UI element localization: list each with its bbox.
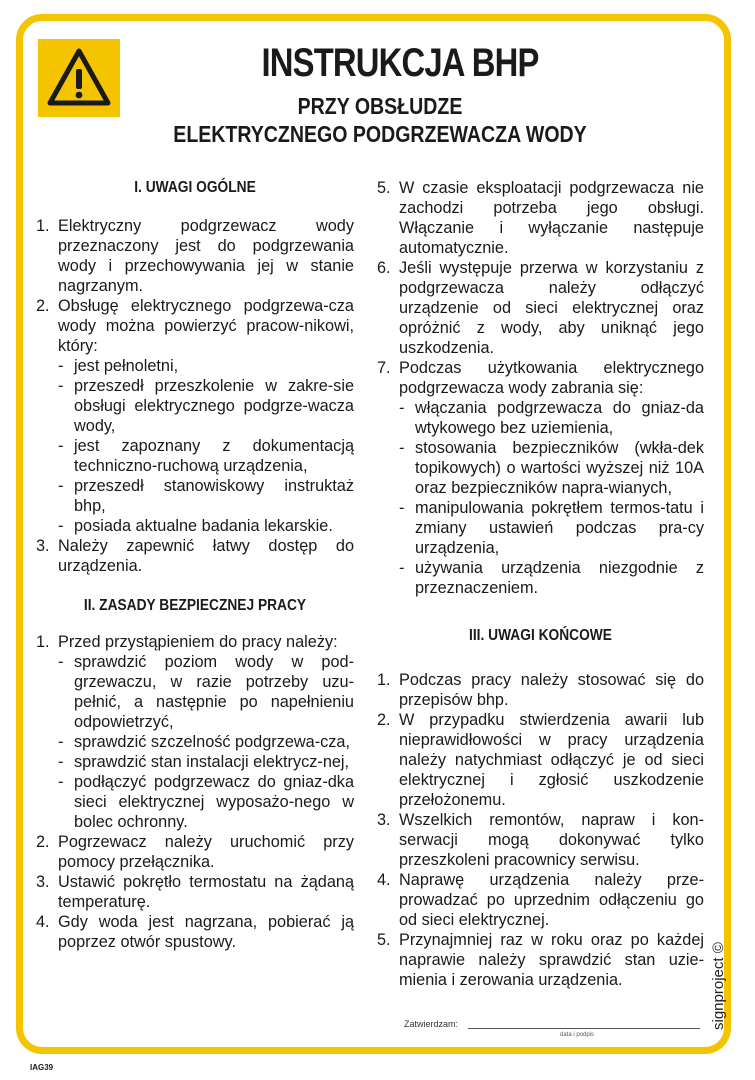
sub-list — [399, 398, 704, 598]
sub-list-item: - posiada aktualne badania lekarskie. — [58, 517, 333, 535]
section1-list — [36, 216, 354, 576]
item-number: 3. — [377, 811, 391, 829]
item-number: 7. — [377, 359, 391, 377]
item-number: 1. — [377, 671, 391, 689]
list-item — [377, 358, 704, 598]
item-text: Pogrzewacz należy uruchomić przy pomocy przełącznika. — [58, 833, 354, 871]
sub-list — [58, 652, 354, 832]
list-item — [377, 810, 704, 870]
item-number: 6. — [377, 259, 391, 277]
signature-line — [468, 1028, 700, 1029]
item-number: 1. — [36, 217, 50, 235]
list-item — [36, 296, 354, 536]
sub-list-item: - używania urządzenia niezgodnie z przeznaczeniem. — [399, 559, 704, 597]
item-text: Jeśli występuje przerwa w korzystaniu z podgrzewacza należy odłączyć urządzenie od sieci elektrycznej oraz opróżnić z wody, aby uniknąć jego uszkodzenia. — [399, 259, 704, 357]
list-item — [36, 632, 354, 832]
warning-icon — [46, 47, 112, 109]
sub-list-item: - przeszedł przeszkolenie w zakre-sie obsługi elektrycznego podgrze-wacza wody, — [58, 377, 354, 435]
item-text: Gdy woda jest nagrzana, pobierać ją poprzez otwór spustowy. — [58, 913, 354, 951]
page-subtitle-line1: PRZY OBSŁUDZE — [297, 93, 463, 119]
section2-list-part2 — [377, 178, 704, 598]
sub-list-item: - jest zapoznany z dokumentacją techniczno-ruchową urządzenia, — [58, 437, 354, 475]
sub-list-item: - jest pełnoletni, — [58, 357, 179, 375]
right-column — [377, 178, 704, 990]
page-title: INSTRUKCJA BHP — [261, 41, 539, 85]
item-text: Naprawę urządzenia należy prze-prowadzać po uprzednim odłączeniu go od sieci elektrycznej. — [399, 871, 704, 929]
item-number: 5. — [377, 179, 391, 197]
sub-list-item: - sprawdzić poziom wody w pod-grzewaczu, w razie potrzeby uzu-pełnić, a następnie po napełnieniu odpowietrzyć, — [58, 653, 354, 731]
item-text: Obsługę elektrycznego podgrzewa-cza wody można powierzyć pracow-nikowi, który: — [58, 297, 354, 355]
product-code: IAG39 — [30, 1063, 54, 1072]
list-item — [36, 536, 354, 576]
sub-list-item: - sprawdzić stan instalacji elektrycz-nej, — [58, 753, 350, 771]
section3-list — [377, 670, 704, 990]
signature-hint: data i podpis — [560, 1032, 595, 1038]
item-text: Elektryczny podgrzewacz wody przeznaczony jest do podgrzewania wody i przechowywania jej w stanie nagrzanym. — [58, 217, 354, 295]
sub-list-item: - manipulowania pokrętłem termos-tatu i zmiany ustawień podczas pra-cy urządzenia, — [399, 499, 704, 557]
list-item — [377, 670, 704, 710]
item-number: 3. — [36, 537, 50, 555]
left-column — [36, 178, 354, 952]
sub-list-item: - włączania podgrzewacza do gniaz-da wtykowego bez uziemienia, — [399, 399, 704, 437]
warning-badge — [38, 39, 120, 117]
list-item — [377, 178, 704, 258]
item-text: Należy zapewnić łatwy dostęp do urządzenia. — [58, 537, 354, 575]
sub-list — [58, 356, 354, 536]
page-subtitle-line2: ELEKTRYCZNEGO PODGRZEWACZA WODY — [173, 121, 587, 147]
item-text: W czasie eksploatacji podgrzewacza nie zachodzi potrzeba jego obsługi. Włączanie i wyłączanie następuje automatycznie. — [399, 179, 704, 257]
item-text: Wszelkich remontów, napraw i kon-serwacji mogą dokonywać tylko przeszkoleni pracownicy serwisu. — [399, 811, 704, 869]
section2-list-part1 — [36, 632, 354, 952]
section3-heading: III. UWAGI KOŃCOWE — [469, 627, 612, 644]
sub-list-item: - sprawdzić szczelność podgrzewa-cza, — [58, 733, 350, 751]
brand-label: signproject © — [710, 942, 727, 1030]
item-number: 3. — [36, 873, 50, 891]
item-text: W przypadku stwierdzenia awarii lub nieprawidłowości w pracy urządzenia należy natychmiast odłączyć je od sieci elektrycznej i zgłosić uszkodzenie przełożonemu. — [399, 711, 704, 809]
section1-heading: I. UWAGI OGÓLNE — [134, 179, 256, 196]
approve-label: Zatwierdzam: — [404, 1019, 459, 1029]
list-item — [377, 930, 704, 990]
item-number: 4. — [377, 871, 391, 889]
sub-list-item: - stosowania bezpieczników (wkła-dek topikowych) o wartości wyższej niż 10A oraz bezpieczników napra-wianych, — [399, 439, 704, 497]
section2-heading: II. ZASADY BEZPIECZNEJ PRACY — [83, 597, 307, 614]
item-text: Przed przystąpieniem do pracy należy: — [58, 633, 338, 651]
sub-list-item: - przeszedł stanowiskowy instruktaż bhp, — [58, 477, 354, 515]
list-item — [377, 870, 704, 930]
list-item — [377, 710, 704, 810]
item-text: Przynajmniej raz w roku oraz po każdej naprawie należy sprawdzić stan uzie-mienia i zerowania urządzenia. — [399, 931, 704, 989]
list-item — [36, 872, 354, 912]
list-item — [36, 912, 354, 952]
item-text: Podczas pracy należy stosować się do przepisów bhp. — [399, 671, 704, 709]
item-number: 2. — [36, 833, 50, 851]
item-number: 1. — [36, 633, 50, 651]
item-number: 2. — [36, 297, 50, 315]
item-number: 5. — [377, 931, 391, 949]
list-item — [377, 258, 704, 358]
item-number: 2. — [377, 711, 391, 729]
list-item — [36, 832, 354, 872]
item-number: 4. — [36, 913, 50, 931]
list-item — [36, 216, 354, 296]
sub-list-item: - podłączyć podgrzewacz do gniaz-dka sieci elektrycznej wyposażo-nego w bolec ochronny. — [58, 773, 354, 831]
item-text: Ustawić pokrętło termostatu na żądaną temperaturę. — [58, 873, 354, 911]
item-text: Podczas użytkowania elektrycznego podgrzewacza wody zabrania się: — [399, 359, 704, 397]
